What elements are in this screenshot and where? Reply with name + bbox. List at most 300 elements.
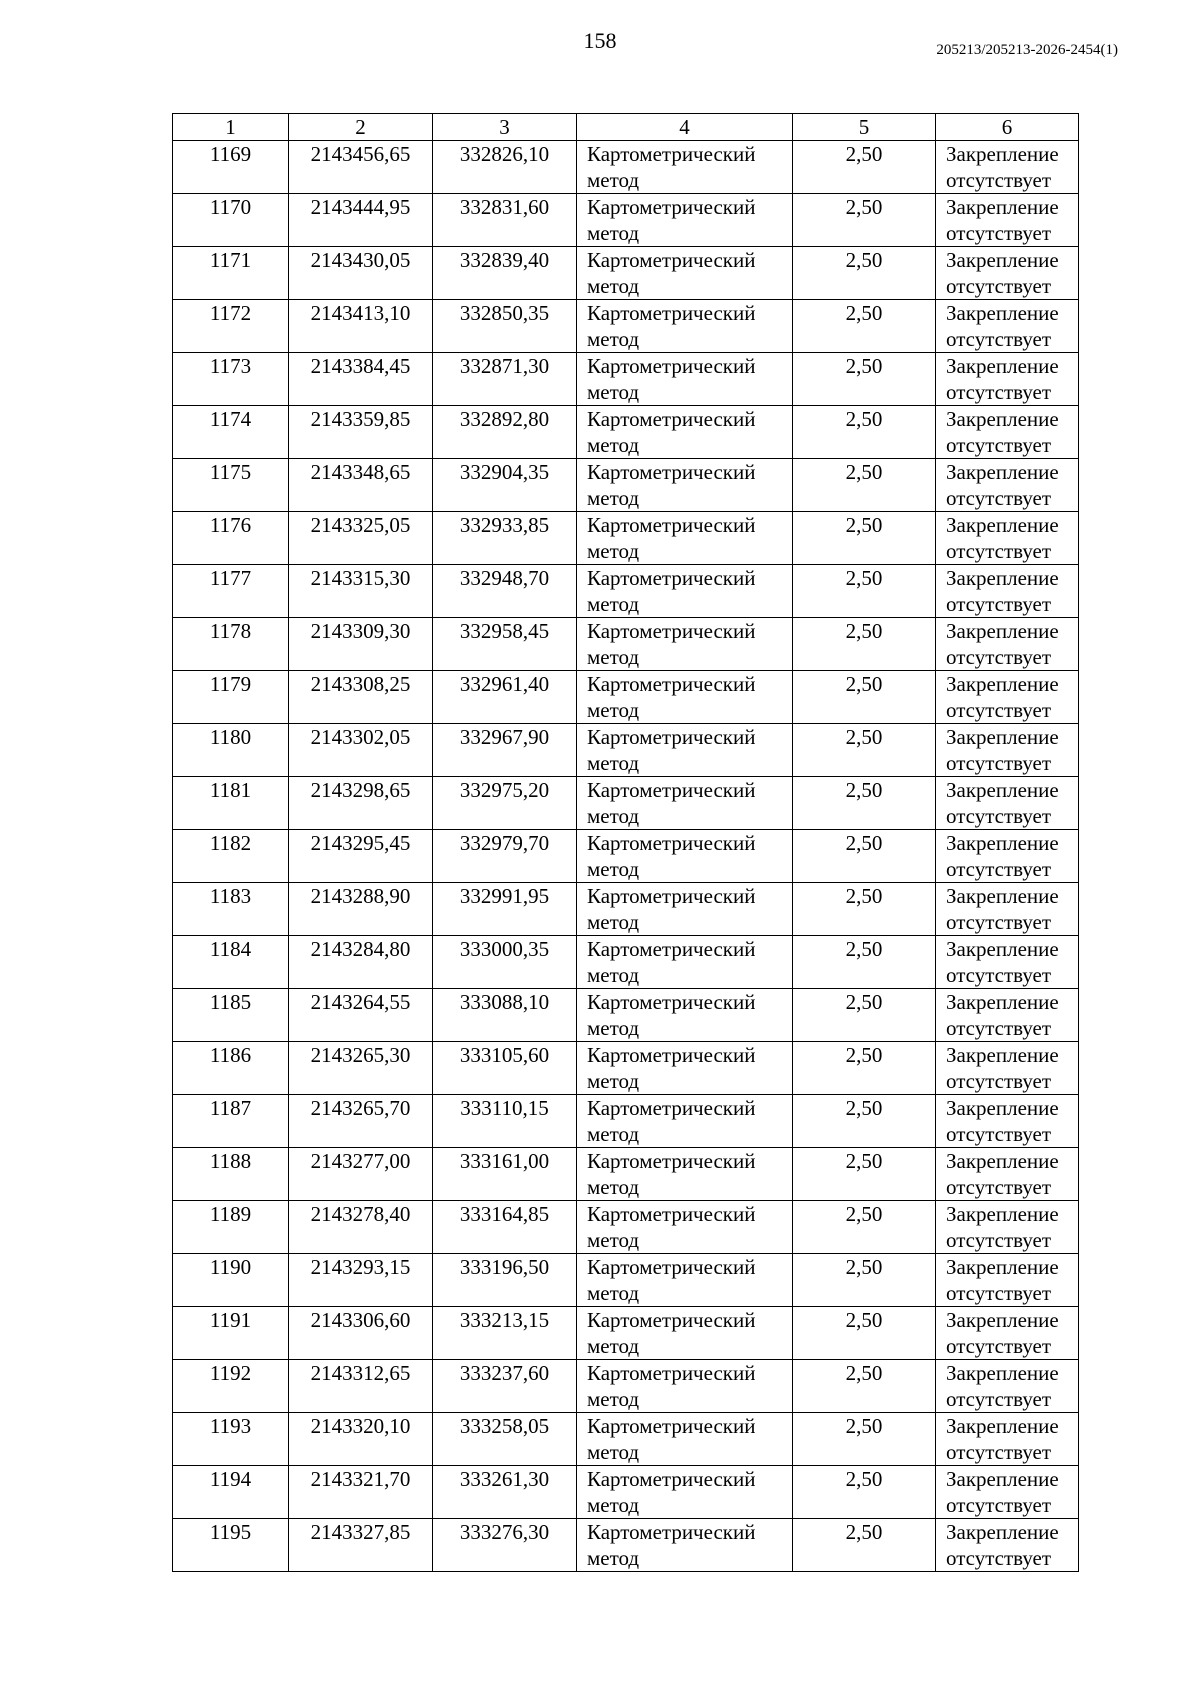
x-coordinate-text: 2143288,90	[310, 884, 411, 908]
column-header: 4	[577, 114, 793, 141]
table-row	[173, 1254, 1079, 1307]
table-row	[173, 406, 1079, 459]
point-number-text: 1184	[209, 937, 252, 961]
error-text: 2,50	[845, 1043, 883, 1067]
header-row	[173, 114, 1079, 141]
method-text: Картометрический метод	[587, 1308, 756, 1358]
point-number-cell	[173, 936, 289, 989]
y-coordinate-cell	[433, 1466, 577, 1519]
method-cell	[577, 1360, 793, 1413]
x-coordinate-text: 2143295,45	[310, 831, 411, 855]
x-coordinate-cell	[289, 1254, 433, 1307]
error-text: 2,50	[845, 778, 883, 802]
x-coordinate-cell	[289, 353, 433, 406]
fixing-cell	[936, 459, 1079, 512]
x-coordinate-text: 2143456,65	[310, 142, 411, 166]
point-number-cell	[173, 1254, 289, 1307]
table-body	[173, 141, 1079, 1572]
point-number-cell	[173, 671, 289, 724]
y-coordinate-text: 333161,00	[459, 1149, 550, 1173]
y-coordinate-text: 332979,70	[459, 831, 550, 855]
x-coordinate-cell	[289, 671, 433, 724]
point-number-cell	[173, 300, 289, 353]
fixing-cell	[936, 830, 1079, 883]
point-number-text: 1191	[209, 1308, 252, 1332]
x-coordinate-cell	[289, 1307, 433, 1360]
y-coordinate-cell	[433, 512, 577, 565]
fixing-text: Закрепление отсутствует	[946, 831, 1059, 881]
y-coordinate-cell	[433, 406, 577, 459]
error-cell	[793, 406, 936, 459]
x-coordinate-text: 2143264,55	[310, 990, 411, 1014]
method-text: Картометрический метод	[587, 1149, 756, 1199]
point-number-cell	[173, 1148, 289, 1201]
error-text: 2,50	[845, 1361, 883, 1385]
coordinates-table	[172, 113, 1079, 1572]
fixing-text: Закрепление отсутствует	[946, 1096, 1059, 1146]
fixing-text: Закрепление отсутствует	[946, 990, 1059, 1040]
method-text: Картометрический метод	[587, 460, 756, 510]
fixing-cell	[936, 247, 1079, 300]
fixing-cell	[936, 406, 1079, 459]
fixing-cell	[936, 141, 1079, 194]
point-number-text: 1180	[209, 725, 252, 749]
error-text: 2,50	[845, 1096, 883, 1120]
method-cell	[577, 459, 793, 512]
point-number-text: 1174	[209, 407, 252, 431]
error-cell	[793, 830, 936, 883]
x-coordinate-text: 2143413,10	[310, 301, 411, 325]
table-row	[173, 1307, 1079, 1360]
table-row	[173, 459, 1079, 512]
fixing-text: Закрепление отсутствует	[946, 1414, 1059, 1464]
method-cell	[577, 1307, 793, 1360]
error-text: 2,50	[845, 937, 883, 961]
table-row	[173, 883, 1079, 936]
error-text: 2,50	[845, 725, 883, 749]
table-header	[173, 114, 1079, 141]
method-text: Картометрический метод	[587, 195, 756, 245]
fixing-text: Закрепление отсутствует	[946, 566, 1059, 616]
method-text: Картометрический метод	[587, 301, 756, 351]
x-coordinate-cell	[289, 300, 433, 353]
y-coordinate-cell	[433, 1148, 577, 1201]
error-text: 2,50	[845, 354, 883, 378]
x-coordinate-text: 2143277,00	[310, 1149, 411, 1173]
point-number-cell	[173, 1519, 289, 1572]
column-header: 3	[433, 114, 577, 141]
error-cell	[793, 1360, 936, 1413]
table-row	[173, 671, 1079, 724]
y-coordinate-cell	[433, 989, 577, 1042]
error-text: 2,50	[845, 672, 883, 696]
fixing-text: Закрепление отсутствует	[946, 937, 1059, 987]
x-coordinate-cell	[289, 194, 433, 247]
x-coordinate-text: 2143265,30	[310, 1043, 411, 1067]
point-number-cell	[173, 194, 289, 247]
error-text: 2,50	[845, 513, 883, 537]
table-row	[173, 830, 1079, 883]
error-cell	[793, 1042, 936, 1095]
point-number-cell	[173, 830, 289, 883]
point-number-text: 1194	[209, 1467, 252, 1491]
y-coordinate-cell	[433, 1307, 577, 1360]
column-header: 2	[289, 114, 433, 141]
method-text: Картометрический метод	[587, 407, 756, 457]
y-coordinate-cell	[433, 1360, 577, 1413]
error-cell	[793, 459, 936, 512]
x-coordinate-cell	[289, 1519, 433, 1572]
y-coordinate-text: 332892,80	[459, 407, 550, 431]
error-cell	[793, 565, 936, 618]
x-coordinate-cell	[289, 777, 433, 830]
point-number-cell	[173, 989, 289, 1042]
method-text: Картометрический метод	[587, 513, 756, 563]
error-cell	[793, 1466, 936, 1519]
method-text: Картометрический метод	[587, 937, 756, 987]
table-row	[173, 247, 1079, 300]
fixing-cell	[936, 1254, 1079, 1307]
method-cell	[577, 671, 793, 724]
x-coordinate-text: 2143384,45	[310, 354, 411, 378]
x-coordinate-text: 2143293,15	[310, 1255, 411, 1279]
fixing-text: Закрепление отсутствует	[946, 513, 1059, 563]
y-coordinate-cell	[433, 1095, 577, 1148]
fixing-text: Закрепление отсутствует	[946, 619, 1059, 669]
fixing-cell	[936, 194, 1079, 247]
error-cell	[793, 671, 936, 724]
fixing-text: Закрепление отсутствует	[946, 672, 1059, 722]
method-cell	[577, 512, 793, 565]
point-number-text: 1172	[209, 301, 252, 325]
method-text: Картометрический метод	[587, 142, 756, 192]
point-number-text: 1189	[209, 1202, 252, 1226]
method-cell	[577, 406, 793, 459]
point-number-cell	[173, 1095, 289, 1148]
point-number-text: 1179	[209, 672, 252, 696]
table-row	[173, 353, 1079, 406]
x-coordinate-text: 2143308,25	[310, 672, 411, 696]
y-coordinate-cell	[433, 883, 577, 936]
method-text: Картометрический метод	[587, 1414, 756, 1464]
table-row	[173, 1519, 1079, 1572]
method-cell	[577, 989, 793, 1042]
error-cell	[793, 141, 936, 194]
table-row	[173, 1201, 1079, 1254]
y-coordinate-text: 332831,60	[459, 195, 550, 219]
x-coordinate-cell	[289, 406, 433, 459]
method-cell	[577, 565, 793, 618]
x-coordinate-cell	[289, 883, 433, 936]
error-cell	[793, 512, 936, 565]
point-number-cell	[173, 406, 289, 459]
method-text: Картометрический метод	[587, 566, 756, 616]
fixing-text: Закрепление отсутствует	[946, 354, 1059, 404]
x-coordinate-cell	[289, 141, 433, 194]
point-number-cell	[173, 618, 289, 671]
table-row	[173, 724, 1079, 777]
method-text: Картометрический метод	[587, 1043, 756, 1093]
table-row	[173, 777, 1079, 830]
point-number-cell	[173, 1413, 289, 1466]
column-header: 5	[793, 114, 936, 141]
y-coordinate-text: 333258,05	[459, 1414, 550, 1438]
x-coordinate-cell	[289, 724, 433, 777]
y-coordinate-text: 333213,15	[459, 1308, 550, 1332]
point-number-text: 1192	[209, 1361, 252, 1385]
fixing-cell	[936, 671, 1079, 724]
fixing-text: Закрепление отсутствует	[946, 407, 1059, 457]
point-number-cell	[173, 883, 289, 936]
method-cell	[577, 1148, 793, 1201]
fixing-text: Закрепление отсутствует	[946, 301, 1059, 351]
x-coordinate-cell	[289, 1360, 433, 1413]
point-number-cell	[173, 1201, 289, 1254]
column-header: 6	[936, 114, 1079, 141]
fixing-cell	[936, 724, 1079, 777]
x-coordinate-cell	[289, 1148, 433, 1201]
x-coordinate-cell	[289, 618, 433, 671]
y-coordinate-cell	[433, 459, 577, 512]
x-coordinate-text: 2143320,10	[310, 1414, 411, 1438]
point-number-cell	[173, 512, 289, 565]
table-row	[173, 936, 1079, 989]
x-coordinate-text: 2143298,65	[310, 778, 411, 802]
table-row	[173, 565, 1079, 618]
method-cell	[577, 247, 793, 300]
fixing-text: Закрепление отсутствует	[946, 1149, 1059, 1199]
x-coordinate-cell	[289, 989, 433, 1042]
error-text: 2,50	[845, 619, 883, 643]
method-cell	[577, 1095, 793, 1148]
x-coordinate-cell	[289, 512, 433, 565]
error-text: 2,50	[845, 1414, 883, 1438]
x-coordinate-text: 2143359,85	[310, 407, 411, 431]
x-coordinate-text: 2143306,60	[310, 1308, 411, 1332]
fixing-text: Закрепление отсутствует	[946, 1202, 1059, 1252]
x-coordinate-cell	[289, 459, 433, 512]
method-cell	[577, 724, 793, 777]
point-number-text: 1193	[209, 1414, 252, 1438]
fixing-cell	[936, 618, 1079, 671]
fixing-cell	[936, 1148, 1079, 1201]
method-text: Картометрический метод	[587, 831, 756, 881]
error-cell	[793, 1148, 936, 1201]
x-coordinate-cell	[289, 1042, 433, 1095]
y-coordinate-text: 333196,50	[459, 1255, 550, 1279]
point-number-text: 1183	[209, 884, 252, 908]
table-row	[173, 1466, 1079, 1519]
x-coordinate-text: 2143309,30	[310, 619, 411, 643]
method-cell	[577, 1254, 793, 1307]
y-coordinate-text: 332975,20	[459, 778, 550, 802]
error-cell	[793, 724, 936, 777]
point-number-text: 1186	[209, 1043, 252, 1067]
method-text: Картометрический метод	[587, 1202, 756, 1252]
fixing-text: Закрепление отсутствует	[946, 1255, 1059, 1305]
y-coordinate-text: 333000,35	[459, 937, 550, 961]
table-row	[173, 1042, 1079, 1095]
y-coordinate-text: 332991,95	[459, 884, 550, 908]
method-cell	[577, 1413, 793, 1466]
method-text: Картометрический метод	[587, 619, 756, 669]
point-number-text: 1181	[209, 778, 252, 802]
fixing-cell	[936, 353, 1079, 406]
x-coordinate-text: 2143348,65	[310, 460, 411, 484]
y-coordinate-text: 333237,60	[459, 1361, 550, 1385]
y-coordinate-cell	[433, 1519, 577, 1572]
y-coordinate-text: 332826,10	[459, 142, 550, 166]
fixing-text: Закрепление отсутствует	[946, 778, 1059, 828]
method-text: Картометрический метод	[587, 672, 756, 722]
fixing-cell	[936, 1042, 1079, 1095]
table-row	[173, 1095, 1079, 1148]
point-number-cell	[173, 777, 289, 830]
point-number-text: 1182	[209, 831, 252, 855]
error-cell	[793, 194, 936, 247]
error-cell	[793, 883, 936, 936]
table-row	[173, 1360, 1079, 1413]
y-coordinate-text: 332967,90	[459, 725, 550, 749]
point-number-text: 1169	[209, 142, 252, 166]
method-text: Картометрический метод	[587, 1255, 756, 1305]
x-coordinate-text: 2143444,95	[310, 195, 411, 219]
y-coordinate-text: 332961,40	[459, 672, 550, 696]
fixing-text: Закрепление отсутствует	[946, 1467, 1059, 1517]
point-number-cell	[173, 1307, 289, 1360]
method-text: Картометрический метод	[587, 248, 756, 298]
point-number-cell	[173, 724, 289, 777]
error-text: 2,50	[845, 1255, 883, 1279]
method-cell	[577, 194, 793, 247]
error-text: 2,50	[845, 1308, 883, 1332]
method-cell	[577, 1042, 793, 1095]
y-coordinate-cell	[433, 830, 577, 883]
fixing-cell	[936, 1201, 1079, 1254]
point-number-text: 1187	[209, 1096, 252, 1120]
method-cell	[577, 618, 793, 671]
error-text: 2,50	[845, 195, 883, 219]
method-text: Картометрический метод	[587, 884, 756, 934]
point-number-cell	[173, 459, 289, 512]
error-cell	[793, 989, 936, 1042]
method-cell	[577, 883, 793, 936]
x-coordinate-text: 2143315,30	[310, 566, 411, 590]
method-cell	[577, 830, 793, 883]
error-text: 2,50	[845, 460, 883, 484]
y-coordinate-text: 332933,85	[459, 513, 550, 537]
fixing-text: Закрепление отсутствует	[946, 1361, 1059, 1411]
point-number-cell	[173, 565, 289, 618]
method-text: Картометрический метод	[587, 990, 756, 1040]
fixing-text: Закрепление отсутствует	[946, 1520, 1059, 1570]
y-coordinate-cell	[433, 777, 577, 830]
error-text: 2,50	[845, 990, 883, 1014]
method-text: Картометрический метод	[587, 1096, 756, 1146]
y-coordinate-text: 332871,30	[459, 354, 550, 378]
method-text: Картометрический метод	[587, 354, 756, 404]
error-cell	[793, 1307, 936, 1360]
fixing-cell	[936, 936, 1079, 989]
fixing-cell	[936, 1519, 1079, 1572]
point-number-text: 1170	[209, 195, 252, 219]
error-cell	[793, 1254, 936, 1307]
error-text: 2,50	[845, 566, 883, 590]
x-coordinate-cell	[289, 1413, 433, 1466]
fixing-cell	[936, 565, 1079, 618]
error-cell	[793, 300, 936, 353]
error-cell	[793, 353, 936, 406]
point-number-cell	[173, 247, 289, 300]
point-number-text: 1190	[209, 1255, 252, 1279]
point-number-text: 1195	[209, 1520, 252, 1544]
fixing-text: Закрепление отсутствует	[946, 195, 1059, 245]
method-cell	[577, 1201, 793, 1254]
column-header: 1	[173, 114, 289, 141]
error-text: 2,50	[845, 1520, 883, 1544]
method-text: Картометрический метод	[587, 1467, 756, 1517]
y-coordinate-cell	[433, 936, 577, 989]
x-coordinate-text: 2143265,70	[310, 1096, 411, 1120]
table-row	[173, 194, 1079, 247]
x-coordinate-text: 2143302,05	[310, 725, 411, 749]
x-coordinate-text: 2143327,85	[310, 1520, 411, 1544]
y-coordinate-cell	[433, 671, 577, 724]
y-coordinate-cell	[433, 300, 577, 353]
fixing-cell	[936, 1307, 1079, 1360]
y-coordinate-cell	[433, 724, 577, 777]
point-number-text: 1175	[209, 460, 252, 484]
error-text: 2,50	[845, 1149, 883, 1173]
error-text: 2,50	[845, 248, 883, 272]
method-text: Картометрический метод	[587, 1361, 756, 1411]
method-cell	[577, 936, 793, 989]
y-coordinate-cell	[433, 141, 577, 194]
fixing-text: Закрепление отсутствует	[946, 248, 1059, 298]
method-text: Картометрический метод	[587, 778, 756, 828]
document-id: 205213/205213-2026-2454(1)	[936, 42, 1118, 58]
method-cell	[577, 1466, 793, 1519]
point-number-text: 1177	[209, 566, 252, 590]
point-number-text: 1171	[209, 248, 252, 272]
y-coordinate-cell	[433, 353, 577, 406]
fixing-text: Закрепление отсутствует	[946, 1043, 1059, 1093]
x-coordinate-cell	[289, 936, 433, 989]
point-number-cell	[173, 353, 289, 406]
error-cell	[793, 1413, 936, 1466]
method-cell	[577, 353, 793, 406]
error-cell	[793, 1201, 936, 1254]
y-coordinate-text: 332948,70	[459, 566, 550, 590]
fixing-cell	[936, 300, 1079, 353]
y-coordinate-text: 333110,15	[460, 1096, 549, 1120]
fixing-cell	[936, 777, 1079, 830]
fixing-text: Закрепление отсутствует	[946, 725, 1059, 775]
fixing-text: Закрепление отсутствует	[946, 884, 1059, 934]
table-row	[173, 512, 1079, 565]
method-cell	[577, 1519, 793, 1572]
y-coordinate-cell	[433, 618, 577, 671]
y-coordinate-text: 332850,35	[459, 301, 550, 325]
error-cell	[793, 936, 936, 989]
table-row	[173, 1148, 1079, 1201]
y-coordinate-cell	[433, 565, 577, 618]
table-row	[173, 1413, 1079, 1466]
y-coordinate-text: 333088,10	[459, 990, 550, 1014]
page-number: 158	[583, 28, 617, 53]
x-coordinate-cell	[289, 1201, 433, 1254]
error-text: 2,50	[845, 407, 883, 431]
